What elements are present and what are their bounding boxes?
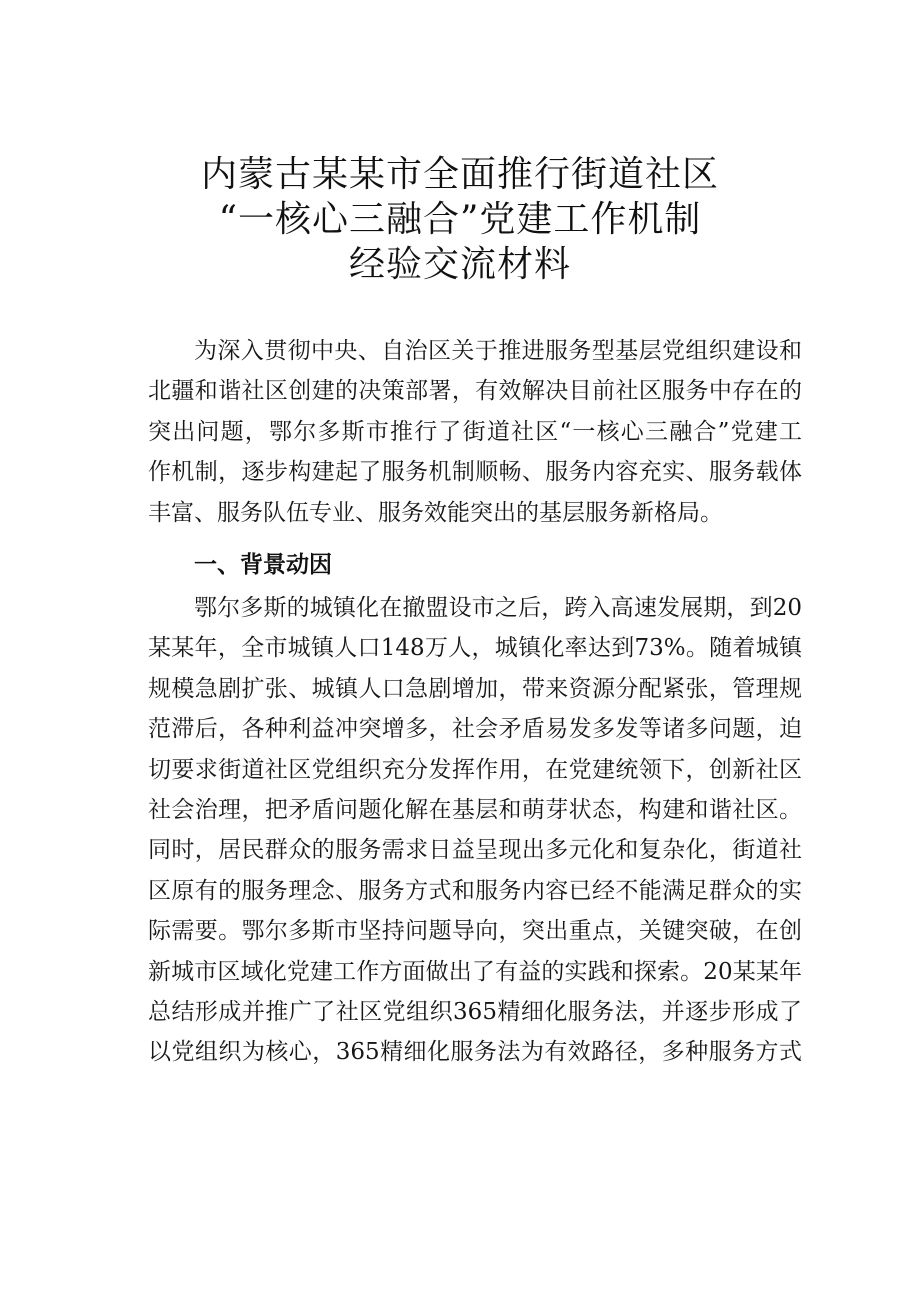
- section1-line: 际需要。鄂尔多斯市坚持问题导向，突出重点，关键突破，在创: [148, 918, 802, 945]
- section1-line: 某某年，全市城镇人口148万人，城镇化率达到73%。随着城镇: [148, 635, 802, 662]
- section1-line: 切要求街道社区党组织充分发挥作用，在党建统领下，创新社区: [148, 756, 802, 783]
- intro-line: 丰富、服务队伍专业、服务效能突出的基层服务新格局。: [148, 499, 723, 526]
- title-line-2: “一核心三融合”党建工作机制: [218, 199, 702, 240]
- intro-line: 突出问题，鄂尔多斯市推行了街道社区“一核心三融合”党建工: [148, 418, 802, 445]
- section1-line: 鄂尔多斯的城镇化在撤盟设市之后，跨入高速发展期，到20: [194, 595, 802, 621]
- section1-line: 总结形成并推广了社区党组织365精细化服务法，并逐步形成了: [148, 999, 802, 1026]
- title-line-1: 内蒙古某某市全面推行街道社区: [200, 154, 719, 195]
- section-heading: 一、背景动因: [194, 552, 332, 578]
- document-title: [0, 152, 920, 287]
- intro-paragraph: [148, 331, 802, 533]
- section1-paragraph: [148, 588, 802, 1073]
- section1-line: 新城市区域化党建工作方面做出了有益的实践和探索。20某某年: [148, 958, 802, 985]
- section1-line: 以党组织为核心，365精细化服务法为有效路径，多种服务方式: [148, 1039, 802, 1066]
- section1-line: 社会治理，把矛盾问题化解在基层和萌芽状态，构建和谐社区。: [148, 797, 802, 824]
- section1-line: 同时，居民群众的服务需求日益呈现出多元化和复杂化，街道社: [148, 837, 802, 864]
- section1-line: 区原有的服务理念、服务方式和服务内容已经不能满足群众的实: [148, 877, 802, 904]
- section1-line: 范滞后，各种利益冲突增多，社会矛盾易发多发等诸多问题，迫: [148, 716, 802, 743]
- section1-line: 规模急剧扩张、城镇人口急剧增加，带来资源分配紧张，管理规: [148, 675, 802, 702]
- intro-line: 作机制，逐步构建起了服务机制顺畅、服务内容充实、服务载体: [148, 459, 802, 486]
- intro-line: 为深入贯彻中央、自治区关于推进服务型基层党组织建设和: [194, 338, 802, 364]
- title-line-3: 经验交流材料: [348, 244, 571, 285]
- intro-line: 北疆和谐社区创建的决策部署，有效解决目前社区服务中存在的: [148, 378, 802, 405]
